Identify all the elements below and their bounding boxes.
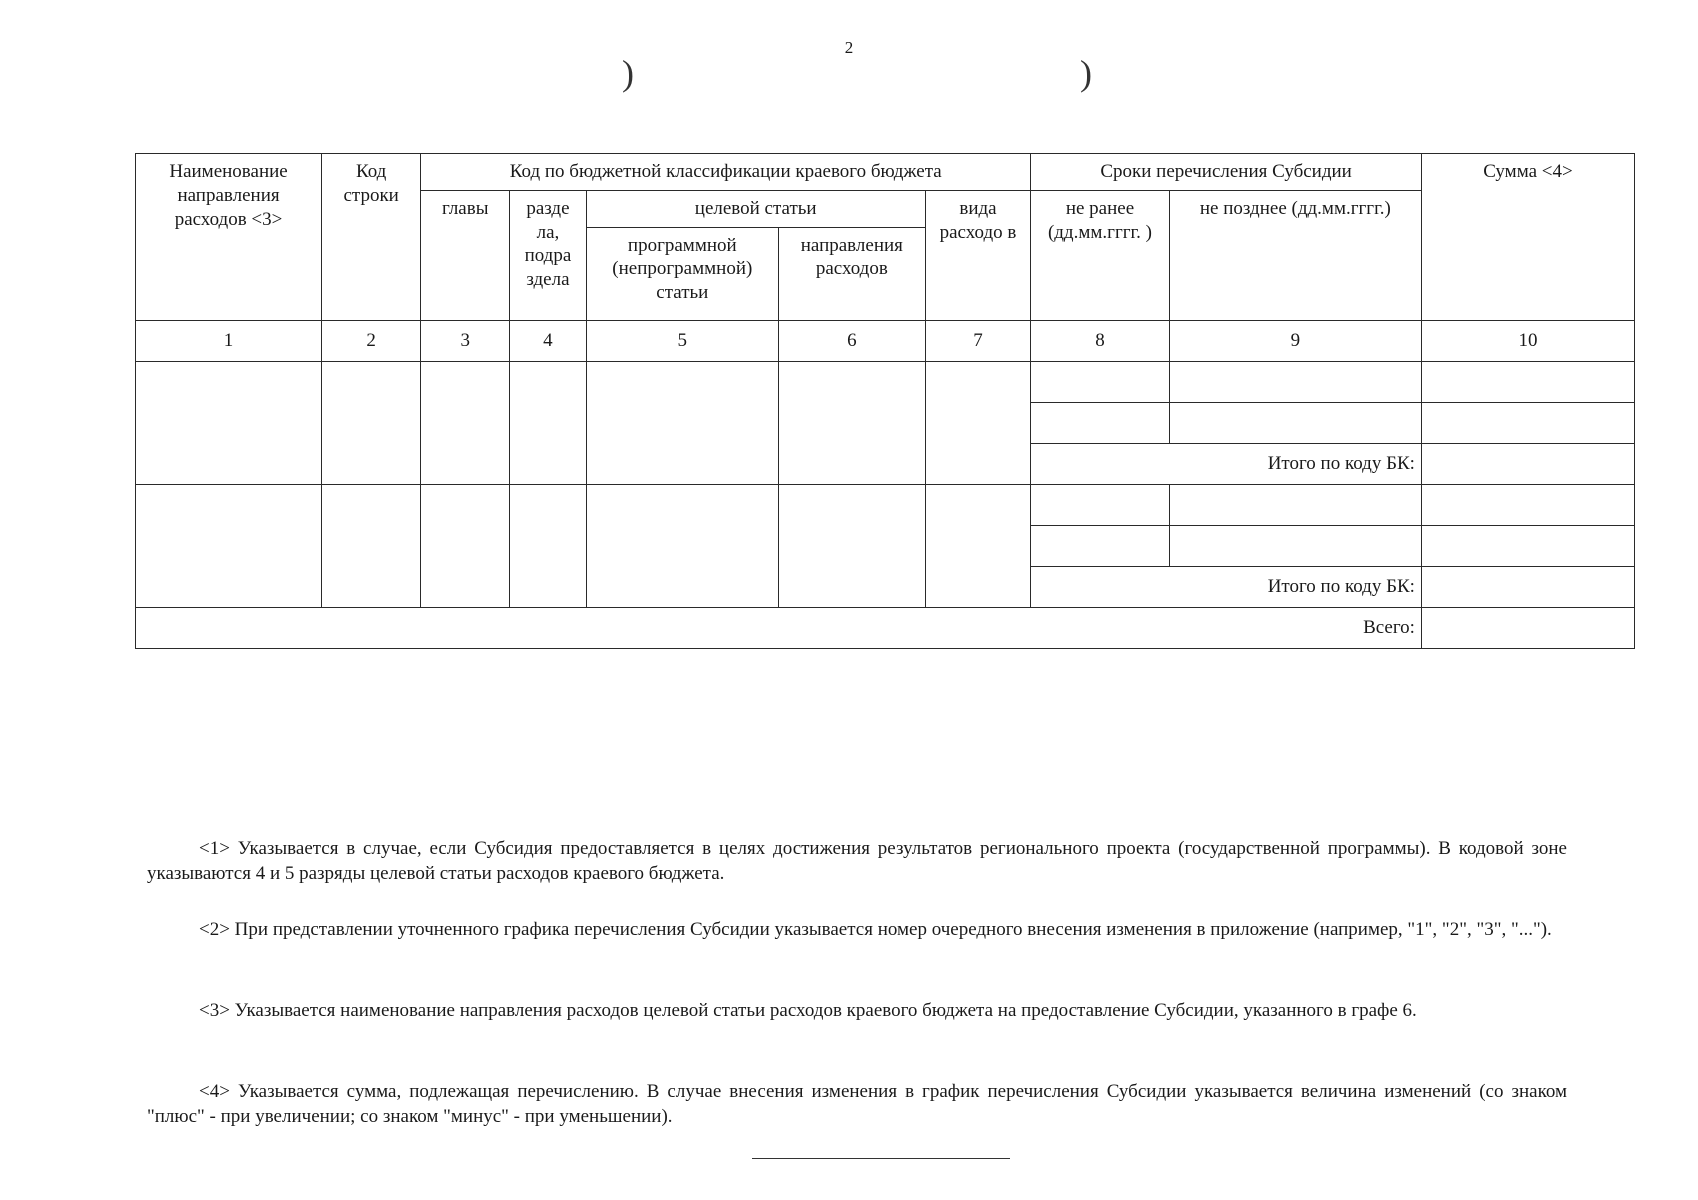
header-expense-type: вида расходо в [925,190,1031,320]
empty-cell [778,484,925,607]
empty-cell [322,484,421,607]
empty-cell [586,361,778,484]
empty-cell [1169,525,1421,566]
header-budget-code-group: Код по бюджетной классификации краевого бюджета [421,154,1031,191]
empty-cell [1421,484,1634,525]
empty-cell [421,484,510,607]
footnote-4: <4> Указывается сумма, подлежащая перечислению. В случае внесения изменения в график перечисления Субсидии указывается величина изменений (со знаком "плюс" - при увеличении; со знаком "минус" - при уменьшении). [147,1081,1567,1128]
empty-cell [1169,484,1421,525]
separator-line [752,1158,1010,1159]
column-number: 2 [322,320,421,361]
empty-cell [778,361,925,484]
empty-cell [1421,443,1634,484]
transfer-schedule-table [135,153,1635,649]
grand-total-label: Всего: [136,607,1422,648]
column-number: 9 [1169,320,1421,361]
empty-cell [136,484,322,607]
empty-cell [322,361,421,484]
empty-cell [1169,402,1421,443]
header-not-earlier: не ранее (дд.мм.гггг. ) [1031,190,1170,320]
empty-cell [1421,566,1634,607]
header-target-item: целевой статьи [586,190,925,227]
grand-total-row [136,607,1635,648]
column-number: 8 [1031,320,1170,361]
empty-cell [1031,525,1170,566]
empty-cell [421,361,510,484]
header-program: программной (непрограммной) статьи [586,227,778,320]
table-row [136,484,1635,525]
empty-cell [1421,607,1634,648]
header-section: разде ла, подра здела [510,190,586,320]
empty-cell [1169,361,1421,402]
header-row-code: Код строки [322,154,421,321]
header-direction: направления расходов [778,227,925,320]
header-chapter: главы [421,190,510,320]
footnote-2: <2> При представлении уточненного графика перечисления Субсидии указывается номер очередного внесения изменения в приложение (например, "1", "2", "3", "..."). [199,919,1552,940]
footnote-3: <3> Указывается наименование направления расходов целевой статьи расходов краевого бюджета на предоставление Субсидии, указанного в графе 6. [199,1000,1417,1021]
column-number: 6 [778,320,925,361]
footnote-1: <1> Указывается в случае, если Субсидия предоставляется в целях достижения результатов регионального проекта (государственной программы). В кодовой зоне указываются 4 и 5 разряды целевой статьи расходов краевого бюджета. [147,838,1567,885]
header-name: Наименование направления расходов <3> [136,154,322,321]
header-not-later: не позднее (дд.мм.гггг.) [1169,190,1421,320]
empty-cell [1031,361,1170,402]
empty-cell [1421,402,1634,443]
column-number: 3 [421,320,510,361]
column-number: 10 [1421,320,1634,361]
column-numbers-row [136,320,1635,361]
page-number: 2 [844,38,854,57]
empty-cell [925,361,1031,484]
scan-mark-right: ) [1080,53,1092,93]
column-number: 4 [510,320,586,361]
header-sum: Сумма <4> [1421,154,1634,321]
column-number: 1 [136,320,322,361]
subtotal-label: Итого по коду БК: [1031,566,1422,607]
empty-cell [510,361,586,484]
column-number: 5 [586,320,778,361]
empty-cell [1031,402,1170,443]
empty-cell [925,484,1031,607]
empty-cell [1421,525,1634,566]
header-terms-group: Сроки перечисления Субсидии [1031,154,1422,191]
column-number: 7 [925,320,1031,361]
empty-cell [510,484,586,607]
empty-cell [136,361,322,484]
subtotal-label: Итого по коду БК: [1031,443,1422,484]
empty-cell [1031,484,1170,525]
table-row [136,361,1635,402]
empty-cell [1421,361,1634,402]
empty-cell [586,484,778,607]
header-row-1 [136,154,1635,191]
scan-mark-left: ) [622,53,634,93]
